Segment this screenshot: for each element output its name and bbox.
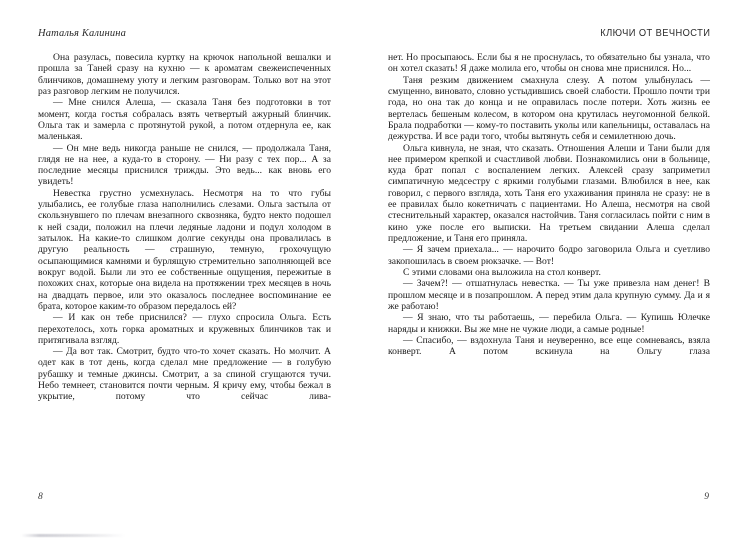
paragraph: — Да вот так. Смотрит, будто что-то хочет сказать. Но молчит. А одет как в тот день, когда сделал мне предложение — в голубую рубашку и темные джинсы. Смотрит, а за спиной сгущаются тучи. Небо темнеет, становится почти черным. Я кричу ему, чтобы бежал в укрытие, потому что сейчас лива-: [38, 346, 331, 403]
paragraph: — Он мне ведь никогда раньше не снился, — продолжала Таня, глядя не на нее, а куда-то в сторону. — Ни разу с тех пор... А за последние месяцы приснился трижды. Это ведь... как вновь его увидеть!: [38, 142, 331, 188]
paragraph: нет. Но просыпаюсь. Если бы я не проснулась, то обязательно бы узнала, что он хотел сказать! Я даже молила его, чтобы он снова мне приснился. Но...: [388, 52, 710, 75]
paragraph: — Я знаю, что ты работаешь, — перебила Ольга. — Купишь Юлечке наряды и книжки. Вы же мне не чужие люди, а самые родные!: [388, 312, 710, 335]
page-number-left: 8: [38, 492, 43, 502]
paragraph: — Зачем?! — отшатнулась невестка. — Ты уже привезла нам денег! В прошлом месяце и в позапрошлом. А перед этим дала крупную сумму. Да и я же работаю!: [388, 278, 710, 312]
paragraph: Она разулась, повесила куртку на крючок напольной вешалки и прошла за Таней сразу на кухню — к ароматам свежеиспеченных блинчиков, домашнему уюту и легким разговорам. Только вот на этот раз разговор легким не получился.: [38, 52, 331, 97]
paragraph: — Я зачем приехала... — нарочито бодро заговорила Ольга и суетливо закопошилась в своем рюкзачке. — Вот!: [388, 244, 710, 267]
paragraph: Таня резким движением смахнула слезу. А потом улыбнулась — смущенно, виновато, словно устыдившись своей слабости. Прошло почти три года, но она так до конца и не оправилась после потери. Хоть жизнь ее вертелась бешеным колесом, в котором она крутилась неугомонной белкой. Брала подработки — кому-то поставить уколы или капельницы, оставалась на дежурства. И все ради того, чтобы вытянуть себя и семилетнюю дочь.: [388, 74, 710, 143]
paragraph: — Мне снился Алеша, — сказала Таня без подготовки в тот момент, когда гостья собралась взять четвертый ажурный блинчик. Ольга так и замерла с протянутой рукой, а потом отдернула ее, как маленькая.: [38, 97, 331, 143]
scan-artifact-smudge: [21, 534, 125, 537]
paragraph: — Спасибо, — вздохнула Таня и неуверенно, все еще сомневаясь, взяла конверт. А потом вскинула на Ольгу глаза: [388, 334, 710, 358]
paragraph: Ольга кивнула, не зная, что сказать. Отношения Алеши и Тани были для нее примером крепкой и счастливой любви. Познакомились они в больнице, куда брат попал с воспалением легких. Алексей сразу заприметил симпатичную медсестру с яркими голубыми глазами. Влюбился в нее, как говорил, с первого взгляда, хоть Таня его ухаживания приняла не сразу: не в ее правилах было кокетничать с пациентами. Но Алеша, несмотря на свой стеснительный характер, оказался настойчив. Таня согласилась пойти с ним в кино уже после его выписки. На третьем свидании Алеша сделал предложение, и Таня его приняла.: [388, 142, 710, 244]
paragraph: С этими словами она выложила на стол конверт.: [403, 266, 601, 278]
right-page-text-column: [388, 52, 710, 472]
running-head-title: КЛЮЧИ ОТ ВЕЧНОСТИ: [599, 28, 710, 39]
paragraph: Невестка грустно усмехнулась. Несмотря на то что губы улыбались, ее голубые глаза наполнились слезами. Ольга застыла от скользнувшего по плечам внезапного сквозняка, будто некто подошел к ней сзади, положил на плечи ледяные ладони и подул холодом в затылок. На какие-то слишком долгие секунды она провалилась в другую реальность — страшную, темную, грохочущую осыпающимися камнями и бурлящую стремительно заполняющей все вокруг водой. Были ли это ее собственные ощущения, пережитые в похожих снах, которые она видела на протяжении трех месяцев в ночь на двадцать первое, или это оказалось последнее воспоминание ее брата, которое каким-то образом передалось ей?: [38, 187, 331, 312]
left-page-text-column: [38, 52, 331, 472]
page-number-right: 9: [704, 492, 709, 502]
paragraph: — И как он тебе приснился? — глухо спросила Ольга. Есть перехотелось, хоть горка ароматных и кружевных блинчиков так и притягивала взгляд.: [38, 312, 331, 346]
running-head-author: Наталья Калинина: [38, 28, 127, 39]
